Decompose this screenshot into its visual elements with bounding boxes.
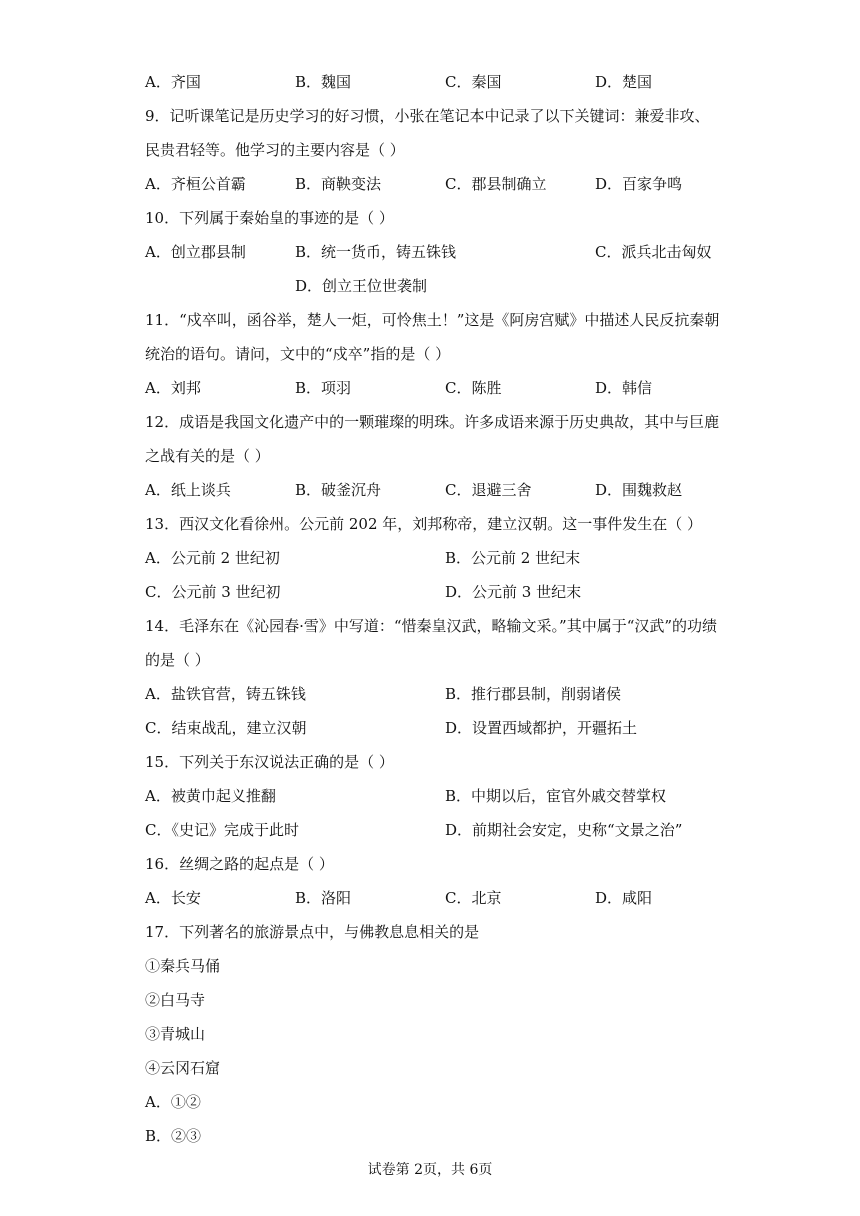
q13-stem: 13．西汉文化看徐州。公元前 202 年，刘邦称帝，建立汉朝。这一事件发生在（ ） — [145, 515, 703, 533]
q13-option-a: A．公元前 2 世纪初 — [145, 549, 280, 567]
q17-item-2: ②白马寺 — [145, 991, 206, 1009]
q8-option-b: B．魏国 — [295, 73, 352, 91]
q9-option-a: A．齐桓公首霸 — [145, 175, 246, 193]
q14-stem-line2: 的是（ ） — [145, 651, 210, 669]
q11-option-a: A．刘邦 — [145, 379, 201, 397]
q10-option-d: D．创立王位世袭制 — [295, 277, 428, 295]
q9-stem-line1: 9．记听课笔记是历史学习的好习惯，小张在笔记本中记录了以下关键词：兼爱非攻、 — [145, 107, 710, 125]
q11-option-d: D．韩信 — [595, 379, 653, 397]
q9-option-c: C．郡县制确立 — [445, 175, 547, 193]
q15-option-c: C．《史记》完成于此时 — [145, 821, 299, 839]
q16-option-d: D．咸阳 — [595, 889, 653, 907]
q12-option-b: B．破釜沉舟 — [295, 481, 382, 499]
q12-stem-line2: 之战有关的是（ ） — [145, 447, 270, 465]
q14-stem-line1: 14．毛泽东在《沁园春·雪》中写道：“惜秦皇汉武，略输文采。”其中属于“汉武”的功绩 — [145, 617, 718, 635]
q13-option-c: C．公元前 3 世纪初 — [145, 583, 281, 601]
q8-option-c: C．秦国 — [445, 73, 502, 91]
q9-option-d: D．百家争鸣 — [595, 175, 683, 193]
q10-option-b: B．统一货币，铸五铢钱 — [295, 243, 457, 261]
q16-option-b: B．洛阳 — [295, 889, 352, 907]
q14-option-c: C．结束战乱，建立汉朝 — [145, 719, 307, 737]
q9-option-b: B．商鞅变法 — [295, 175, 382, 193]
q17-item-4: ④云冈石窟 — [145, 1059, 221, 1077]
q17-option-b: B．②③ — [145, 1127, 202, 1145]
q12-stem-line1: 12．成语是我国文化遗产中的一颗璀璨的明珠。许多成语来源于历史典故，其中与巨鹿 — [145, 413, 720, 431]
q11-option-c: C．陈胜 — [445, 379, 502, 397]
q10-option-c: C．派兵北击匈奴 — [595, 243, 712, 261]
q17-item-1: ①秦兵马俑 — [145, 957, 221, 975]
q16-option-a: A．长安 — [145, 889, 201, 907]
q17-item-3: ③青城山 — [145, 1025, 206, 1043]
q11-stem-line1: 11．“戍卒叫，函谷举，楚人一炬，可怜焦土！”这是《阿房宫赋》中描述人民反抗秦朝 — [145, 311, 720, 329]
q13-option-b: B．公元前 2 世纪末 — [445, 549, 581, 567]
q9-stem-line2: 民贵君轻等。他学习的主要内容是（ ） — [145, 141, 405, 159]
q12-option-d: D．围魏救赵 — [595, 481, 683, 499]
q16-option-c: C．北京 — [445, 889, 502, 907]
q17-stem: 17．下列著名的旅游景点中，与佛教息息相关的是 — [145, 923, 480, 941]
q10-option-a: A．创立郡县制 — [145, 243, 246, 261]
q8-option-d: D．楚国 — [595, 73, 653, 91]
q14-option-b: B．推行郡县制，削弱诸侯 — [445, 685, 622, 703]
q12-option-a: A．纸上谈兵 — [145, 481, 231, 499]
q16-stem: 16．丝绸之路的起点是（ ） — [145, 855, 334, 873]
q12-option-c: C．退避三舍 — [445, 481, 532, 499]
q14-option-a: A．盐铁官营，铸五铢钱 — [145, 685, 306, 703]
q10-stem: 10．下列属于秦始皇的事迹的是（ ） — [145, 209, 394, 227]
q17-option-a: A．①② — [145, 1093, 201, 1111]
q14-option-d: D．设置西域都护，开疆拓土 — [445, 719, 638, 737]
q15-stem: 15．下列关于东汉说法正确的是（ ） — [145, 753, 394, 771]
q15-option-d: D．前期社会安定，史称“文景之治” — [445, 821, 683, 839]
q11-stem-line2: 统治的语句。请问，文中的“戍卒”指的是（ ） — [145, 345, 451, 363]
q15-option-b: B．中期以后，宦官外戚交替掌权 — [445, 787, 667, 805]
page-footer: 试卷第 2页，共 6页 — [367, 1162, 493, 1178]
q11-option-b: B．项羽 — [295, 379, 352, 397]
q8-option-a: A．齐国 — [145, 73, 201, 91]
q15-option-a: A．被黄巾起义推翻 — [145, 787, 276, 805]
q13-option-d: D．公元前 3 世纪末 — [445, 583, 582, 601]
